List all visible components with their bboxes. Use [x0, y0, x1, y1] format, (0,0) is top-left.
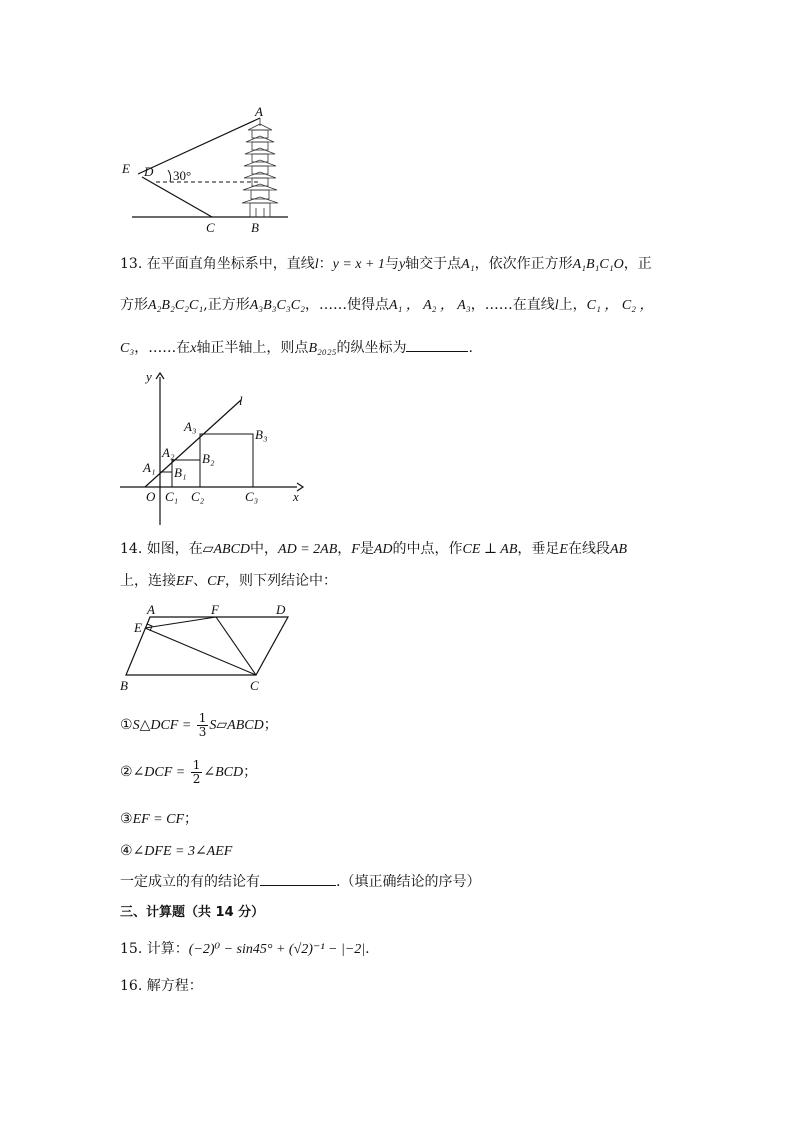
line-ea: [138, 118, 260, 174]
label-e: E: [134, 620, 142, 635]
conclusion-3: ③EF = CF；: [120, 811, 199, 827]
conclusion-1: ①S△DCF = $\frac{1}{3}$ S▱ABCD；: [120, 710, 278, 739]
q14-line1: 14. 如图，在▱ABCD中，AD = 2AB，F是AD的中点，作CE ⊥ AB，垂足E在线段AB: [120, 541, 628, 557]
square-1: [160, 472, 172, 487]
angle-arc: [168, 170, 171, 182]
answer-blank-13[interactable]: [406, 337, 468, 352]
section-title: 三、计算题（共 14 分）: [120, 905, 265, 920]
label-angle: 30°: [173, 168, 192, 183]
q14-number: 14.: [120, 541, 143, 557]
label-d: D: [276, 602, 286, 617]
label-a2: A₂: [162, 445, 175, 460]
conclusion-4: ④∠DFE = 3∠AEF: [120, 843, 233, 859]
pagoda-icon: [242, 118, 278, 217]
label-b1: B₁: [174, 465, 187, 480]
q13-line3: C₃，……在x轴正半轴上，则点B₂₀₂₅的纵坐标为 .: [120, 337, 473, 359]
label-y: y: [146, 369, 152, 384]
answer-line-14: 一定成立的有的结论有 .（填正确结论的序号）: [120, 871, 480, 892]
label-x: x: [293, 489, 299, 504]
fraction-one-half: $\frac{1}{2}$: [192, 757, 201, 786]
label-d: D: [144, 164, 154, 179]
label-o: O: [146, 489, 156, 504]
label-c: C: [206, 220, 215, 235]
q13-line2: 方形A₂B₂C₂C₁,正方形A₃B₃C₃C₂，……使得点A₁ ， A₂ ， A₃，……在直线l上，C₁ ， C₂ ，: [120, 297, 654, 313]
label-a: A: [255, 104, 263, 119]
label-a: A: [147, 602, 155, 617]
label-b: B: [251, 220, 259, 235]
label-a1: A₁: [143, 460, 156, 475]
label-b: B: [120, 678, 128, 693]
q13-number: 13.: [120, 256, 143, 272]
label-c3: C₃: [245, 489, 259, 504]
q16-line: 16. 解方程：: [120, 978, 203, 994]
label-e: E: [122, 161, 130, 176]
label-f: F: [211, 602, 219, 617]
conclusion-2: ②∠DCF = $\frac{1}{2}$ ∠BCD；: [120, 757, 258, 786]
segment-ef: [145, 617, 216, 628]
label-a3: A₃: [184, 419, 197, 434]
label-b3: B₃: [255, 427, 268, 442]
figure-parallelogram: [110, 598, 310, 698]
line-l: [145, 400, 241, 487]
q15-expression: (−2)⁰ − sin45° + (√2)⁻¹ − |−2|: [188, 942, 366, 957]
label-c2: C₂: [191, 489, 205, 504]
figure-pagoda: [110, 100, 310, 240]
line-dc: [142, 177, 212, 217]
answer-blank-14[interactable]: [260, 871, 336, 886]
q16-number: 16.: [120, 978, 143, 994]
q14-line2: 上，连接EF、CF，则下列结论中：: [120, 573, 337, 589]
q13-line1: 13. 在平面直角坐标系中，直线l：y = x + 1与y轴交于点A₁，依次作正方形A₁B₁C₁O，正: [120, 256, 652, 272]
label-b2: B₂: [202, 451, 215, 466]
q13-equation: y = x + 1: [332, 257, 385, 272]
label-c: C: [250, 678, 259, 693]
q15-number: 15.: [120, 941, 143, 957]
label-c1: C₁: [165, 489, 179, 504]
figure-coordinate-squares: [115, 365, 315, 530]
q15-line: 15. 计算：(−2)⁰ − sin45° + (√2)⁻¹ − |−2|.: [120, 941, 370, 957]
fraction-one-third: $\frac{1}{3}$: [198, 710, 207, 739]
label-l: l: [239, 393, 243, 408]
